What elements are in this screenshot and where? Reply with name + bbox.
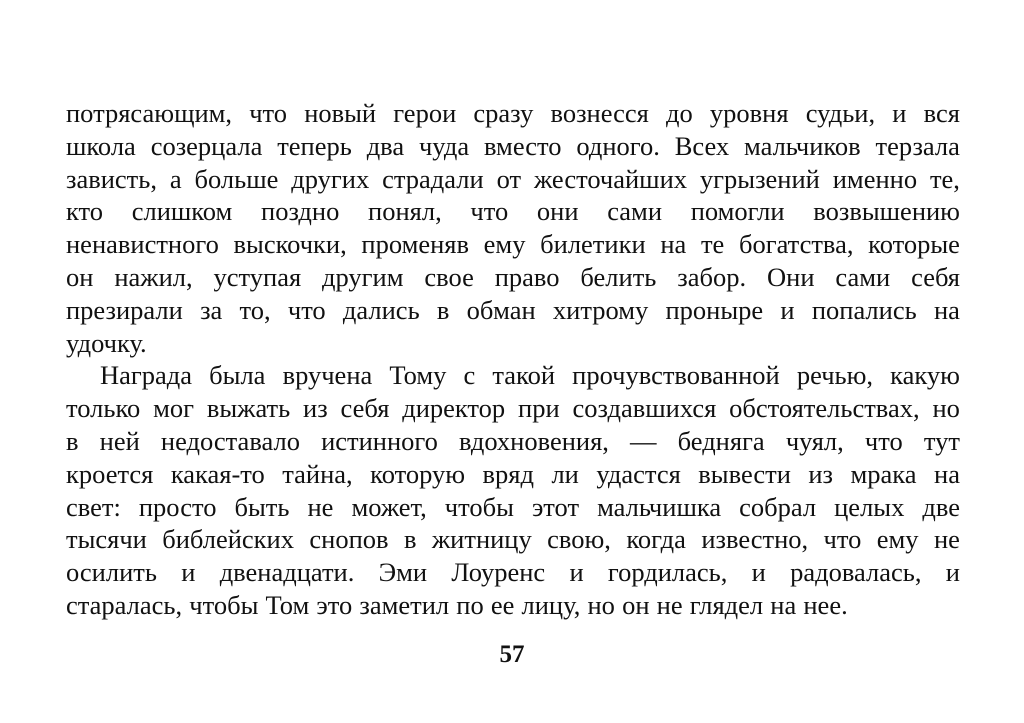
text-line: потрясающим, что новый герои сразу вознесся до уровня судьи, и вся <box>66 98 960 128</box>
text-line: старалась, чтобы Том это заметил по ее лицу, но он не глядел на нее. <box>66 589 848 620</box>
text-line: школа созерцала теперь два чуда вместо одного. Всех мальчиков терзала <box>66 130 960 161</box>
text-line: презирали за то, что дались в обман хитрому проныре и попались на <box>66 294 960 325</box>
body-text <box>66 97 960 622</box>
text-line: осилить и двенадцати. Эми Лоуренс и гордилась, и радовалась, и <box>66 557 960 588</box>
text-line: Награда была вручена Тому с такой прочувствованной речью, какую <box>100 360 960 391</box>
page-number: 57 <box>499 641 525 668</box>
text-line: он нажил, уступая другим свое право белить забор. Они сами себя <box>66 261 960 292</box>
paragraph <box>66 97 960 359</box>
text-line: тысячи библейских снопов в житницу свою, когда известно, что ему не <box>66 524 960 555</box>
text-line: только мог выжать из себя директор при создавшихся обстоятельствах, но <box>66 393 960 424</box>
text-line: ненавистного выскочки, променяв ему билетики на те богатства, которые <box>66 229 960 260</box>
text-line: свет: просто быть не может, чтобы этот мальчишка собрал целых две <box>66 491 960 522</box>
paragraph <box>66 359 960 621</box>
text-line: удочку. <box>66 327 147 358</box>
text-line: кто слишком поздно понял, что они сами помогли возвышению <box>66 196 960 227</box>
text-line: зависть, а больше других страдали от жесточайших угрызений именно те, <box>66 163 960 194</box>
text-line: кроется какая-то тайна, которую вряд ли удастся вывести из мрака на <box>66 458 960 489</box>
text-line: в ней недоставало истинного вдохновения, — бедняга чуял, что тут <box>66 425 960 456</box>
